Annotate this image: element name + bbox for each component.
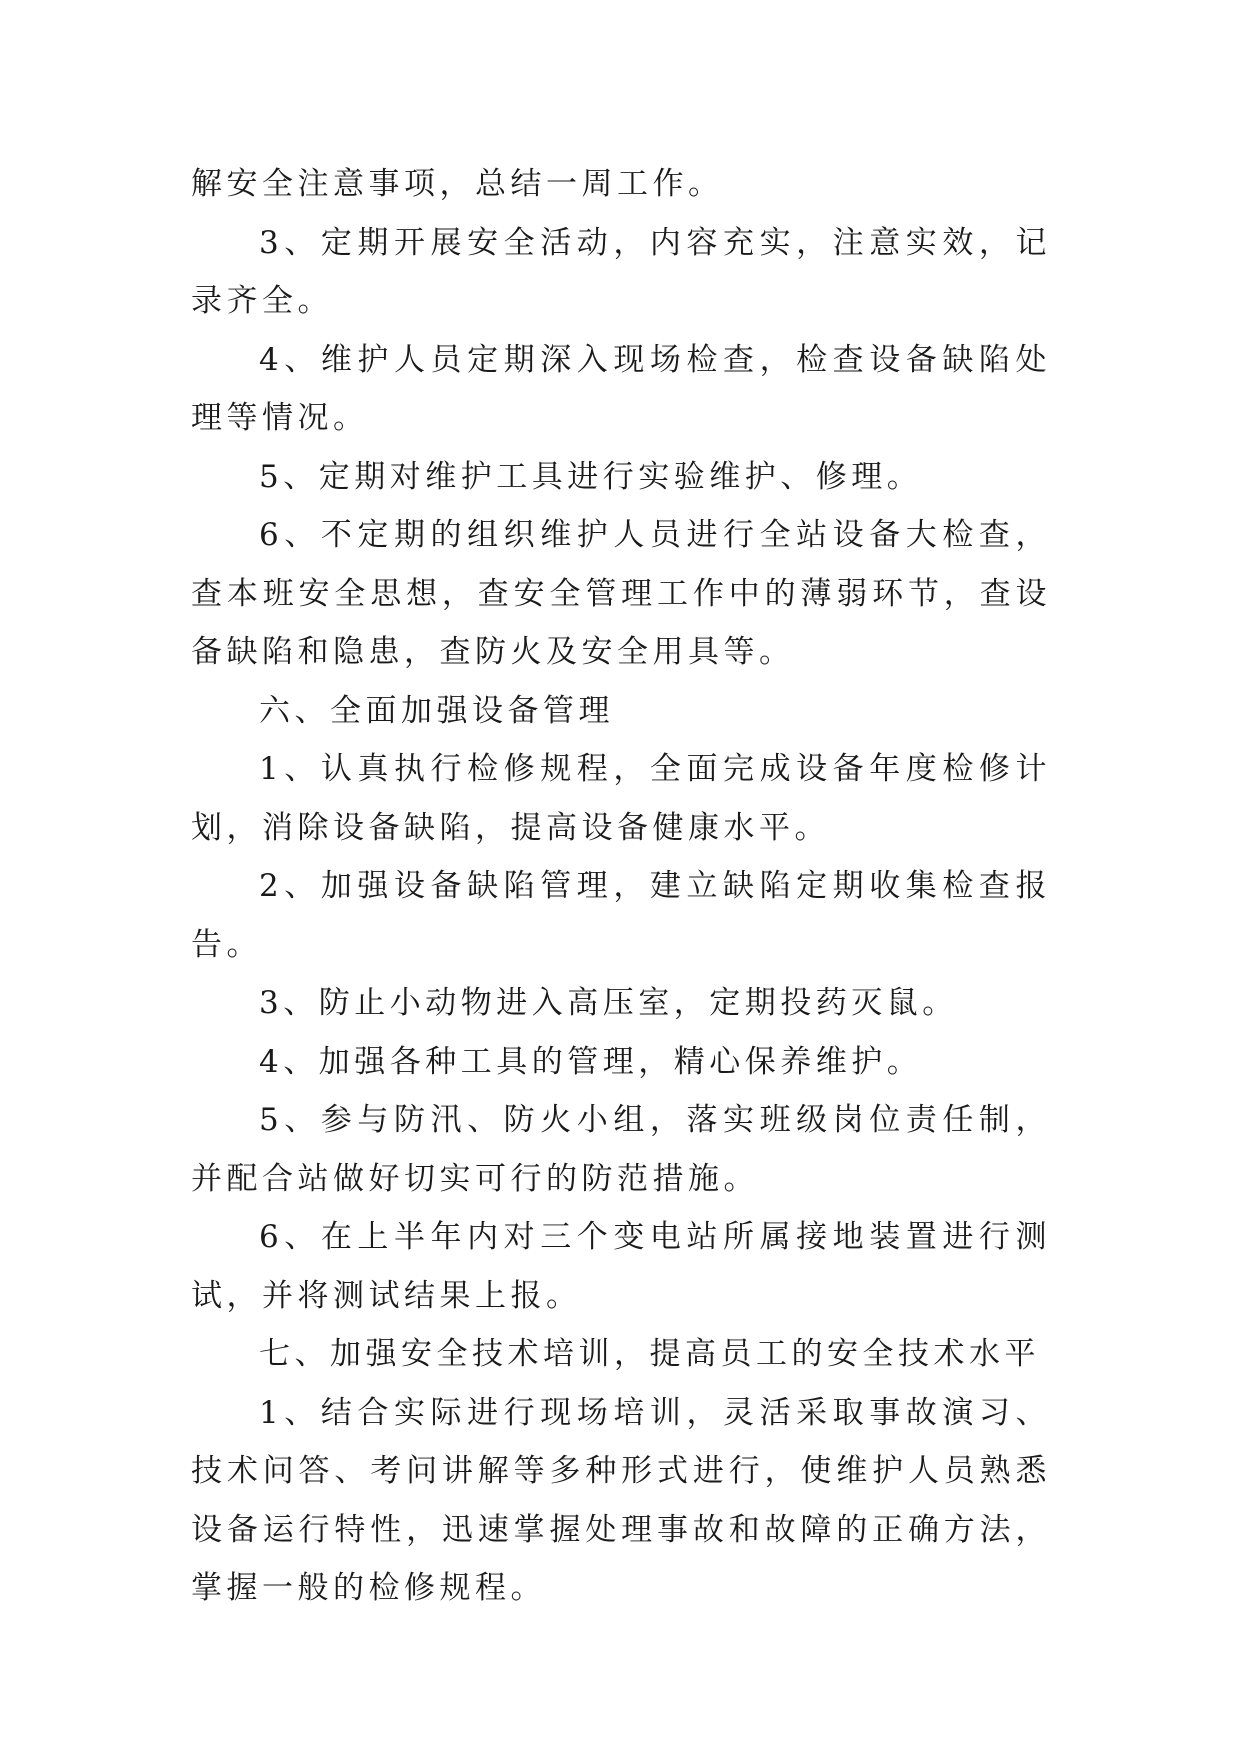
paragraph-item-6: 6、不定期的组织维护人员进行全站设备大检查，查本班安全思想，查安全管理工作中的薄弱环节，查设备缺陷和隐患，查防火及安全用具等。 [191, 517, 1051, 670]
paragraph-item-3b: 3、防止小动物进入高压室，定期投药灭鼠。 [259, 985, 958, 1021]
section-heading-7: 七、加强安全技术培训，提高员工的安全技术水平 [259, 1336, 1040, 1372]
paragraph-item-6b: 6、在上半年内对三个变电站所属接地装置进行测试，并将测试结果上报。 [191, 1219, 1051, 1314]
paragraph-item-3: 3、定期开展安全活动，内容充实，注意实效，记录齐全。 [191, 224, 1051, 319]
paragraph-item-4: 4、维护人员定期深入现场检查，检查设备缺陷处理等情况。 [191, 341, 1051, 436]
paragraph-item-1b: 1、结合实际进行现场培训，灵活采取事故演习、技术问答、考问讲解等多种形式进行，使维护人员熟悉设备运行特性，迅速掌握处理事故和故障的正确方法，掌握一般的检修规程。 [191, 1394, 1051, 1606]
paragraph-item-5b: 5、参与防汛、防火小组，落实班级岗位责任制，并配合站做好切实可行的防范措施。 [191, 1102, 1051, 1197]
paragraph-item-5: 5、定期对维护工具进行实验维护、修理。 [259, 458, 923, 495]
paragraph-item-4b: 4、加强各种工具的管理，精心保养维护。 [259, 1043, 923, 1080]
paragraph-continuation: 解安全注意事项，总结一周工作。 [191, 166, 724, 202]
document-body [191, 155, 1051, 1618]
paragraph-item-1: 1、认真执行检修规程，全面完成设备年度检修计划，消除设备缺陷，提高设备健康水平。 [191, 751, 1051, 846]
paragraph-item-2: 2、加强设备缺陷管理，建立缺陷定期收集检查报告。 [191, 868, 1051, 963]
section-heading-6: 六、全面加强设备管理 [259, 692, 614, 729]
